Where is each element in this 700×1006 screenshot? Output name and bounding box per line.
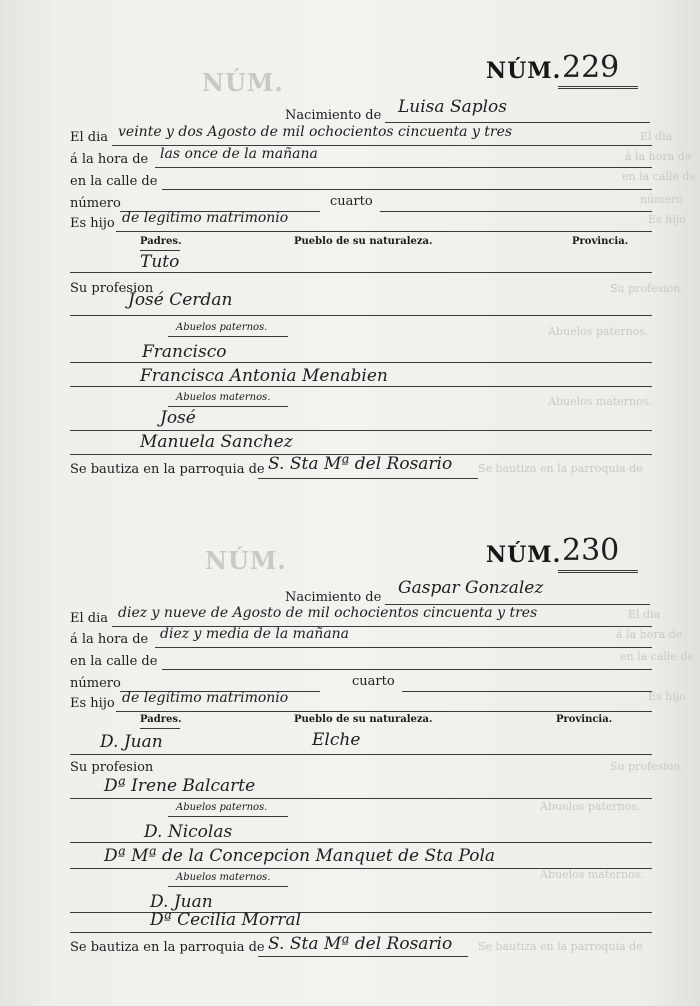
abuelos-paternos-label: Abuelos paternos. — [176, 802, 268, 813]
calle-line — [162, 189, 652, 190]
cuarto-label: cuarto — [352, 674, 395, 689]
abuelos-maternos-label: Abuelos maternos. — [176, 392, 271, 403]
abuelo-paterno-2-line — [70, 386, 652, 387]
parroquia-value: S. Sta Mª del Rosario — [268, 454, 453, 474]
header-rule — [140, 728, 180, 729]
hijo-line — [116, 231, 652, 232]
hijo-value: de legítimo matrimonio — [122, 210, 289, 226]
nacimiento-value: Luisa Saplos — [398, 97, 507, 117]
profesion-value: José Cerdan — [128, 290, 233, 310]
padre-line — [70, 272, 652, 273]
calle-label: en la calle de — [70, 174, 158, 189]
ghost-label: Su profesion — [610, 282, 681, 295]
provincia-header: Provincia. — [572, 236, 629, 247]
record-number-label: NÚM. — [486, 542, 562, 568]
ghost-label: número — [640, 193, 683, 206]
numero-label: número — [70, 676, 121, 691]
ghost-label: El dia — [628, 608, 661, 621]
ghost-label: Abuelos paternos. — [540, 800, 641, 813]
ghost-label: Se bautiza en la parroquia de — [478, 462, 643, 475]
ghost-label: en la calle de — [620, 650, 694, 663]
padre-value: D. Juan — [100, 732, 163, 752]
profesion-label: Su profesion — [70, 760, 154, 775]
ghost-label: Su profesion — [610, 760, 681, 773]
nacimiento-line — [385, 122, 650, 123]
pueblo-header: Pueblo de su naturaleza. — [294, 236, 433, 247]
parroquia-value: S. Sta Mª del Rosario — [268, 934, 453, 954]
abuelos-paternos-rule — [168, 816, 288, 817]
parroquia-label: Se bautiza en la parroquia de — [70, 940, 265, 955]
dia-label: El dia — [70, 130, 109, 145]
ghost-num-bottom: NÚM. — [205, 546, 287, 575]
header-rule — [140, 250, 180, 251]
abuelo-paterno-2-line — [70, 868, 652, 869]
abuelo-materno-1: D. Juan — [150, 892, 213, 912]
profesion-label: Su profesion — [70, 281, 154, 296]
ghost-label: Abuelos maternos. — [548, 395, 652, 408]
pueblo-header: Pueblo de su naturaleza. — [294, 714, 433, 725]
dia-value: veinte y dos Agosto de mil ochocientos cincuenta y tres — [118, 124, 513, 140]
record-number-rule — [558, 570, 638, 573]
ghost-label: Se bautiza en la parroquia de — [478, 940, 643, 953]
record-number-value: 229 — [562, 50, 620, 85]
cuarto-line — [380, 211, 652, 212]
parroquia-label: Se bautiza en la parroquia de — [70, 462, 265, 477]
ghost-label: á la hora de — [625, 150, 692, 163]
padres-header: Padres. — [140, 714, 182, 725]
ghost-label: Abuelos paternos. — [548, 325, 649, 338]
dia-label: El dia — [70, 611, 109, 626]
abuelos-paternos-rule — [168, 336, 288, 337]
padres-header: Padres. — [140, 236, 182, 247]
abuelos-maternos-label: Abuelos maternos. — [176, 872, 271, 883]
ghost-num-top: NÚM. — [202, 68, 284, 97]
ghost-label: en la calle de — [622, 170, 696, 183]
padre-line — [70, 754, 652, 755]
profesion-line — [70, 798, 652, 799]
abuelo-paterno-1-line — [70, 362, 652, 363]
hora-label: á la hora de — [70, 152, 149, 167]
profesion-line — [70, 315, 652, 316]
abuelos-maternos-rule — [168, 406, 288, 407]
ghost-label: Es hijo — [648, 690, 686, 703]
cuarto-line — [402, 691, 652, 692]
cuarto-label: cuarto — [330, 194, 373, 209]
abuelo-materno-2-line — [70, 932, 652, 933]
provincia-header: Provincia. — [556, 714, 613, 725]
calle-label: en la calle de — [70, 654, 158, 669]
ghost-label: á la hora de — [616, 628, 683, 641]
abuelos-maternos-rule — [168, 886, 288, 887]
hijo-value: de legítimo matrimonio — [122, 690, 289, 706]
hora-line — [155, 647, 652, 648]
hora-line — [155, 167, 652, 168]
hora-value: diez y media de la mañana — [160, 626, 350, 642]
hora-label: á la hora de — [70, 632, 149, 647]
record-number-value: 230 — [562, 533, 620, 568]
abuelo-materno-2: Manuela Sanchez — [140, 432, 293, 452]
nacimiento-label: Nacimiento de — [285, 108, 382, 123]
hijo-line — [116, 711, 652, 712]
dia-value: diez y nueve de Agosto de mil ochocientos cincuenta y tres — [118, 605, 538, 621]
padre-pueblo-value: Elche — [312, 730, 361, 750]
abuelos-paternos-label: Abuelos paternos. — [176, 322, 268, 333]
abuelo-paterno-1: Francisco — [142, 342, 227, 362]
ghost-label: Es hijo — [648, 213, 686, 226]
profesion-value: Dª Irene Balcarte — [104, 776, 256, 796]
abuelo-paterno-1-line — [70, 842, 652, 843]
ghost-label: El dia — [640, 130, 673, 143]
nacimiento-label: Nacimiento de — [285, 590, 382, 605]
abuelo-materno-1-line — [70, 430, 652, 431]
abuelo-materno-1: José — [160, 408, 196, 428]
parroquia-line — [258, 478, 478, 479]
abuelo-paterno-1: D. Nicolas — [144, 822, 233, 842]
abuelo-materno-2: Dª Cecilia Morral — [150, 910, 302, 930]
parroquia-line — [258, 956, 468, 957]
ghost-label: Abuelos maternos. — [540, 868, 644, 881]
hora-value: las once de la mañana — [160, 146, 318, 162]
numero-label: número — [70, 196, 121, 211]
abuelo-paterno-2: Francisca Antonia Menabien — [140, 366, 388, 386]
calle-line — [162, 669, 652, 670]
record-number-label: NÚM. — [486, 58, 562, 84]
nacimiento-value: Gaspar Gonzalez — [398, 578, 544, 598]
hijo-label: Es hijo — [70, 696, 115, 711]
hijo-label: Es hijo — [70, 216, 115, 231]
padre-value: Tuto — [140, 252, 180, 272]
record-number-rule — [558, 86, 638, 89]
abuelo-paterno-2: Dª Mª de la Concepcion Manquet de Sta Pola — [104, 846, 496, 866]
